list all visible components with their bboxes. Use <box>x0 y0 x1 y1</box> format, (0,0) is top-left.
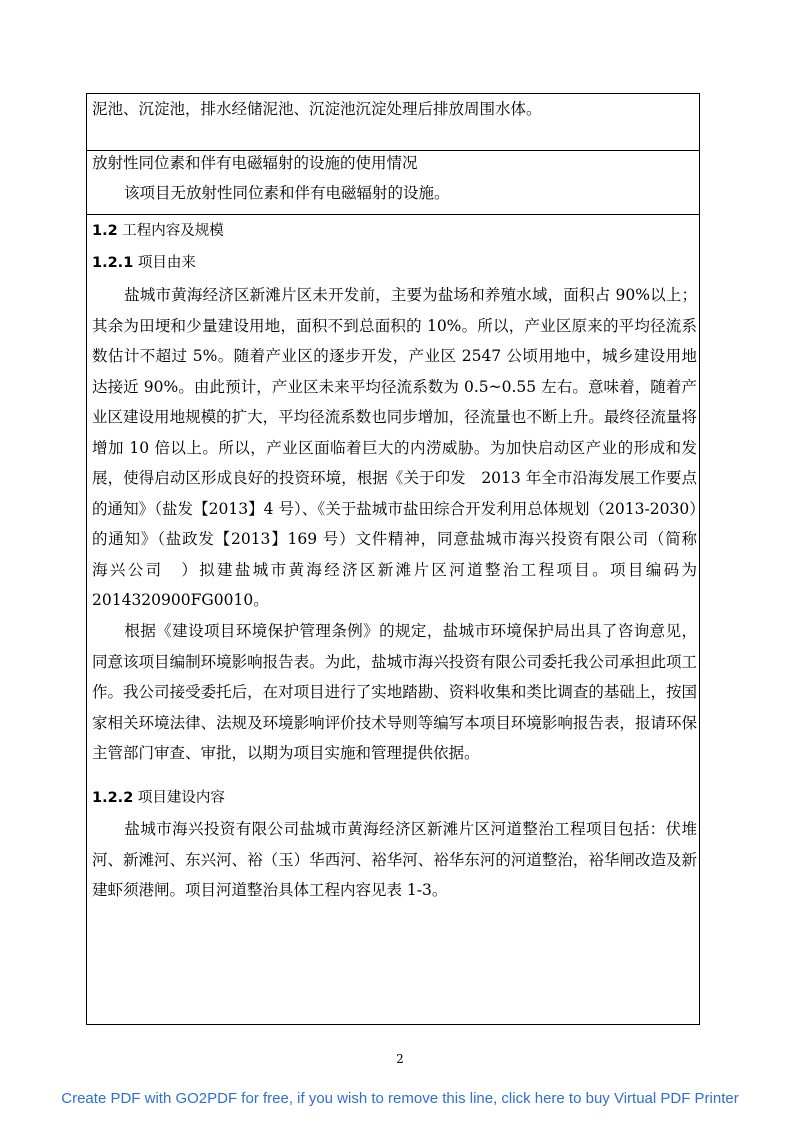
paragraph-text: 根据《建设项目环境保护管理条例》的规定，盐城市环境保护局出具了咨询意见，同意该项目编制环境影响报告表。为此，盐城市海兴投资有限公司委托我公司承担此项工作。我公司接受委托后，在对项目进行了实地踏勘、资料收集和类比调查的基础上，按国家相关环境法律、法规及环境影响评价技术导则等编写本项目环境影响报告表，报请环保主管部门审查、审批，以期为项目实施和管理提供依据。 <box>92 622 697 762</box>
section-heading-1-2 <box>92 221 224 241</box>
section-number: 1.2.1 <box>92 255 134 271</box>
radiation-text: 该项目无放射性同位素和伴有电磁辐射的设施。 <box>124 184 450 202</box>
row-divider <box>87 150 699 151</box>
pdf-footer-link[interactable]: Create PDF with GO2PDF for free, if you wish to remove this line, click here to buy Virtual PDF Printer <box>61 1090 739 1107</box>
page-number: 2 <box>396 1052 404 1066</box>
content-table <box>86 93 713 1025</box>
row-divider <box>87 214 699 215</box>
paragraph-text: 盐城市黄海经济区新滩片区未开发前，主要为盐场和养殖水域，面积占 90%以上；其余为田埂和少量建设用地，面积不到总面积的 10%。所以，产业区原来的平均径流系数估计不超过 5%。随着产业区的逐步开发，产业区 2547 公顷用地中，城乡建设用地达接近 90%。由此预计，产业区未来平均径流系数为 0.5~0.55 左右。意味着，随着产业区建设用地规模的扩大，平均径流系数也同步增加，径流量也不断上升。最终径流量将增加 10 倍以上。所以，产业区面临着巨大的内涝威胁。为加快启动区产业的形成和发展，使得启动区形成良好的投资环境，根据《关于印发 2013 年全市沿海发展工作要点 的通知》（盐发【2013】4 号）、《关于盐城市盐田综合开发利用总体规划（2013-2030）的通知》（盐政发【2013】169 号）文件精神，同意盐城市海兴投资有限公司（简称 海兴公司 ）拟建盐城市黄海经济区新滩片区河道整治工程项目。项目编码为 2014320900FG0010。 <box>92 286 713 609</box>
paragraph-text: 盐城市海兴投资有限公司盐城市黄海经济区新滩片区河道整治工程项目包括：伏堆河、新滩河、东兴河、裕（玉）华西河、裕华河、裕华东河的河道整治，裕华闸改造及新建虾须港闸。项目河道整治具体工程内容见表 1-3。 <box>92 820 697 899</box>
section-title: 工程内容及规模 <box>122 223 224 239</box>
section-title: 项目建设内容 <box>137 790 225 806</box>
radiation-heading: 放射性同位素和伴有电磁辐射的设施的使用情况 <box>92 154 418 172</box>
paragraph-construction-content <box>92 814 697 906</box>
table-top-border <box>87 93 699 94</box>
section-title: 项目由来 <box>137 255 196 271</box>
section-number: 1.2 <box>92 223 118 239</box>
section-heading-1-2-2 <box>92 788 225 808</box>
paragraph-assessment-basis <box>92 616 697 769</box>
paragraph-project-origin <box>92 280 713 616</box>
intro-line: 泥池、沉淀池，排水经储泥池、沉淀池沉淀处理后排放周围水体。 <box>92 100 542 118</box>
section-heading-1-2-1 <box>92 253 196 273</box>
section-number: 1.2.2 <box>92 790 134 806</box>
